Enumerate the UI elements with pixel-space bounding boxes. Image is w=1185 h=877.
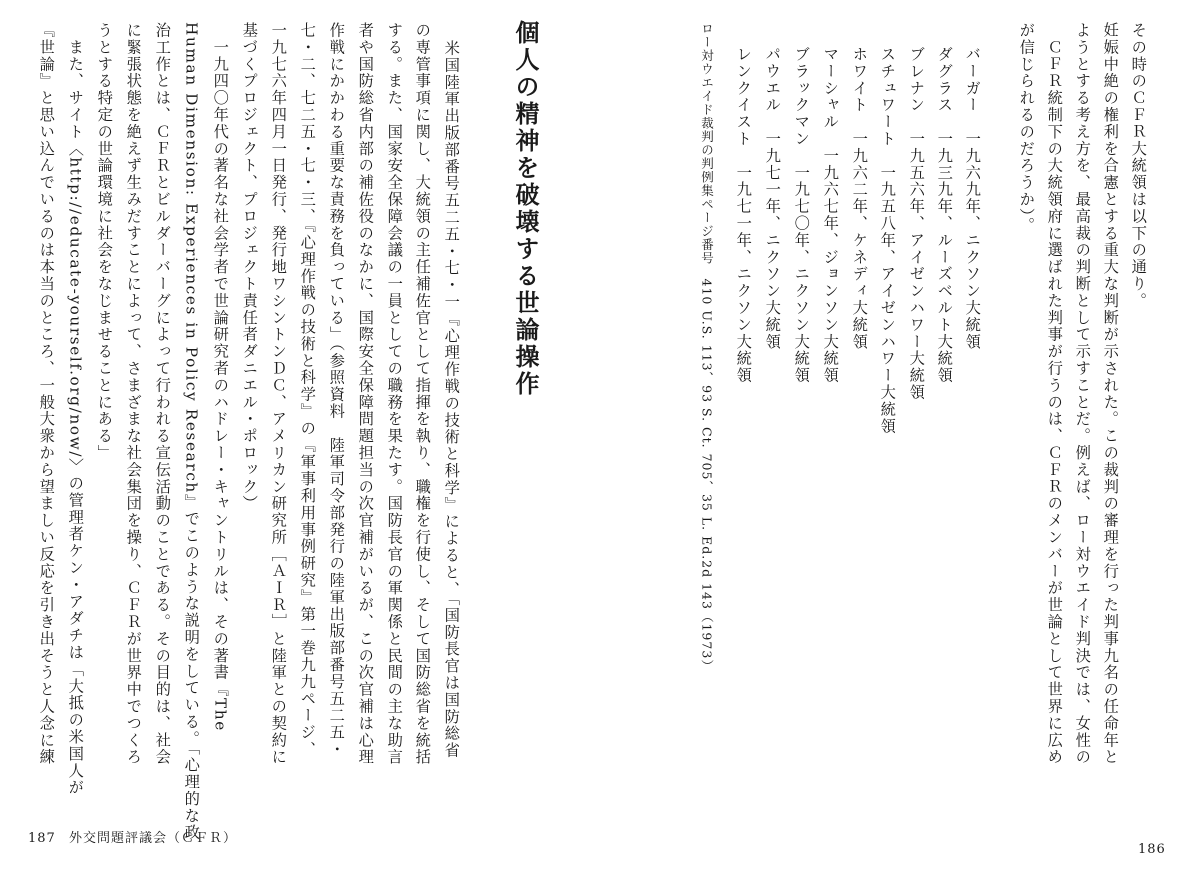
justice-list-item: ダグラス 一九三九年、ルーズベルト大統領 [935, 46, 954, 384]
body-line: 『世論』と思い込んでいるのは本当のところ、一般大衆から望ましい反応を引き出そうと人念に練 [37, 22, 56, 766]
running-head: 外交問題評議会（ＣＦＲ） [68, 831, 237, 846]
body-line: ようとする考え方を、最高裁の判断として示すことだ。例えば、ロー対ウエイド判決では、女性の [1073, 22, 1092, 766]
page-number-left: 187 [28, 831, 56, 846]
body-line: 治工作とは、ＣＦＲとビルダーバーグによって行われる宣伝活動のことである。その目的は、社会 [153, 22, 172, 766]
body-line: 米国陸軍出版部番号五二五・七・一『心理作戦の技術と科学』によると、「国防長官は国防総省 [442, 40, 461, 760]
body-line: Human Dimension: Experiences in Policy Research』でこのような説明をしている。「心理的な政 [182, 22, 201, 842]
justice-list-item: スチュワート 一九五八年、アイゼンハワー大統領 [878, 46, 897, 435]
body-line: その時のＣＦＲ大統領は以下の通り。 [1129, 22, 1148, 310]
body-line: する。また、国家安全保障会議の一員としての職務を果たす。国防長官の軍関係と民間の主な助言 [385, 22, 404, 766]
section-title: 個人の精神を破壊する世論操作 [511, 20, 540, 398]
body-line: 作戦にかかわる重要な責務を負っている」（参照資料 陸軍司令部発行の陸軍出版部番号五二五・ [327, 22, 346, 758]
justice-list-item: レンクイスト 一九七一年、ニクソン大統領 [734, 46, 753, 384]
justice-list-item: バーガー 一九六九年、ニクソン大統領 [963, 46, 982, 351]
page-footer-left [28, 827, 237, 846]
body-line: 基づくプロジェクト、プロジェクト責任者ダニエル・ポロック） [240, 22, 259, 513]
case-citation: ロー対ウエイド裁判の判例集ページ番号 410 U.S. 113、93 S. Ct. 705、35 L. Ed.2d 143（1973） [699, 22, 715, 673]
body-line: 妊娠中絶の権利を合憲とする重大な判断が示された。この裁判の審理を行った判事九名の任命年と [1101, 22, 1120, 766]
justice-list-item: マーシャル 一九六七年、ジョンソン大統領 [821, 46, 840, 384]
body-line: に緊張状態を絶えず生みだすことによって、さまざまな社会集団を操り、ＣＦＲが世界中でつくろ [124, 22, 143, 766]
body-line: 一九七六年四月一日発行、発行地ワシントンＤＣ、アメリカン研究所［ＡＩＲ］と陸軍との契約に [269, 22, 288, 766]
body-line: ＣＦＲ統制下の大統領府に選ばれた判事が行うのは、ＣＦＲのメンバーが世論として世界に広め [1045, 22, 1064, 766]
body-line: 者や国防総省内部の補佐役のなかに、国際安全保障問題担当の次官補がいるが、この次官補は心理 [356, 22, 375, 766]
justice-list-item: ブレナン 一九五六年、アイゼンハワー大統領 [907, 46, 926, 401]
body-line: 七・二、七二五・七・三、『心理作戦の技術と科学』の『軍事利用事例研究』第一巻九九ページ、 [298, 22, 317, 758]
body-line: 一九四〇年代の著名な社会学者で世論研究者のハドレー・キャントリルは、その著書『The [211, 22, 230, 732]
justice-list-item: ブラックマン 一九七〇年、ニクソン大統領 [792, 46, 811, 384]
body-line: が信じられるのだろうか）。 [1017, 22, 1036, 235]
page-number-right: 186 [1138, 842, 1166, 857]
body-line: うとする特定の世論環境に社会をなじませることにある」 [95, 22, 114, 462]
justice-list-item: パウエル 一九七一年、ニクソン大統領 [763, 46, 782, 351]
body-line: の専管事項に関し、大統領の主任補佐官として指揮を執り、職権を行使し、そして国防総省を統括 [413, 22, 432, 766]
body-line: また、サイト〈http://educate-yourself.org/now/〉の管理者ケン・アダチは「大抵の米国人が [66, 22, 85, 797]
justice-list-item: ホワイト 一九六二年、ケネディ大統領 [850, 46, 869, 351]
